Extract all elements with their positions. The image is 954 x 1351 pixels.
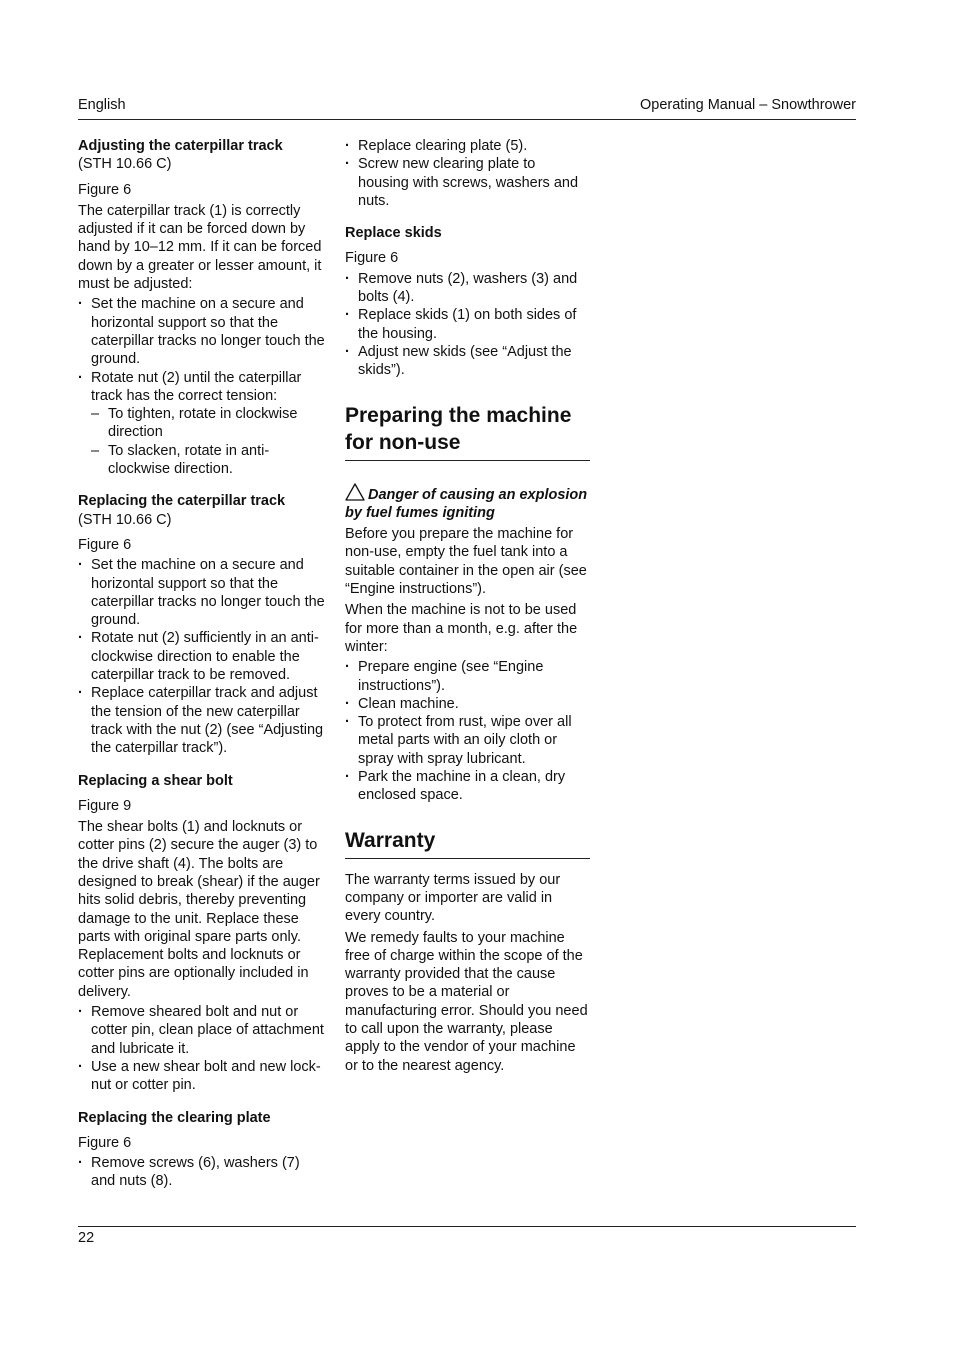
header-language: English [78,97,126,113]
bullet-list [78,1003,325,1094]
bullet-list [78,556,325,757]
bullet-list [345,270,590,380]
left-column [78,137,325,1191]
warning-triangle-icon [345,483,365,501]
section-shear-bolt [78,772,325,1095]
subheading: Replacing a shear bolt [78,772,233,789]
section-non-use [345,402,590,805]
paragraph: The caterpillar track (1) is correctly adjusted if it can be forced down by hand by 10–12 mm. If it can be forced down by a greater or lesser amount, it must be adjusted: [78,202,322,293]
list-item: · Set the machine on a secure and horizontal support so that the caterpillar tracks no longer touch the ground. [78,556,325,629]
footer-rule [78,1226,856,1227]
figure-ref: Figure 6 [78,1134,132,1151]
list-item: · Replace skids (1) on both sides of the housing. [345,306,590,343]
figure-ref: Figure 9 [78,797,132,814]
section-replace-skids [345,224,590,379]
list-item: · Replace clearing plate (5). [345,137,590,155]
list-item: · Screw new clearing plate to housing with screws, washers and nuts. [345,155,590,210]
model-note: (STH 10.66 C) [78,511,172,528]
list-item: · Remove screws (6), washers (7) and nuts (8). [78,1154,325,1191]
section-heading: Warranty [345,827,590,859]
paragraph: When the machine is not to be used for more than a month, e.g. after the winter: [345,602,578,655]
subheading: Replace skids [345,225,442,242]
section-warranty [345,827,590,1075]
bullet-list [78,1154,325,1191]
paragraph: The warranty terms issued by our company or importer are valid in every country. [345,871,561,925]
page-number: 22 [78,1230,95,1246]
list-item: · Rotate nut (2) sufficiently in an anti-clockwise direction to enable the caterpillar track to be removed. [78,629,325,684]
list-item: · Set the machine on a secure and horizontal support so that the caterpillar tracks no longer touch the ground. [78,295,325,368]
section-replace-track [78,492,325,757]
subheading: Replacing the caterpillar track [78,493,286,510]
list-item: · Remove sheared bolt and nut or cotter pin, clean place of attachment and lubricate it. [78,1003,325,1058]
paragraph: The shear bolts (1) and locknuts or cotter pins (2) secure the auger (3) to the drive shaft (4). The bolts are designed to break (shear) if the auger hits solid debris, thereby preventing damage to the unit. Replace these parts with original spare parts only. Replacement bolts and locknuts or cotter pins are optionally included in delivery. [78,819,320,1000]
section-clearing-plate [78,1109,325,1191]
page-header [78,97,856,120]
paragraph: Before you prepare the machine for non-use, empty the fuel tank into a suitable container in the open air (see “Engine instructions”). [345,526,587,598]
bullet-list [78,295,325,478]
danger-text: Danger of causing an explosion by fuel fumes igniting [345,486,588,521]
bullet-list [345,137,590,210]
figure-ref: Figure 6 [78,181,132,198]
list-item: · Remove nuts (2), washers (3) and bolts (4). [345,270,590,307]
subheading: Adjusting the caterpillar track [78,138,283,154]
figure-ref: Figure 6 [78,536,132,553]
list-item-text: Rotate nut (2) until the caterpillar track has the correct tension: [91,369,302,404]
dash-item: – To tighten, rotate in clockwise direction [91,405,325,442]
list-item: · Clean machine. [345,695,590,713]
list-item: · Replace caterpillar track and adjust the tension of the new caterpillar track with the nut (2) (see “Adjusting the caterpillar track”). [78,684,325,757]
dash-item: – To slacken, rotate in anti-clockwise direction. [91,442,325,479]
list-item: · To protect from rust, wipe over all metal parts with an oily cloth or spray with spray lubricant. [345,713,590,768]
list-item: · Use a new shear bolt and new lock-nut or cotter pin. [78,1058,325,1095]
section-adjust-track [78,137,325,478]
header-manual-title: Operating Manual – Snowthrower [639,97,856,113]
subheading: Replacing the clearing plate [78,1109,271,1126]
danger-notice [345,483,590,523]
list-item: · Adjust new skids (see “Adjust the skids”). [345,343,590,380]
section-heading: Preparing the machine for non-use [345,402,590,461]
figure-ref: Figure 6 [345,250,399,267]
list-item: · Prepare engine (see “Engine instructions”). [345,658,590,695]
model-note: (STH 10.66 C) [78,156,172,173]
list-item: · Park the machine in a clean, dry enclosed space. [345,768,590,805]
bullet-list [345,658,590,804]
dash-list [91,405,325,478]
list-item [78,369,325,479]
right-column [345,137,590,1075]
paragraph: We remedy faults to your machine free of charge within the scope of the warranty provided that the cause proves to be a material or manufacturing error. Should you need to call upon the warranty, please apply to the vendor of your machine or to the nearest agency. [345,929,588,1074]
